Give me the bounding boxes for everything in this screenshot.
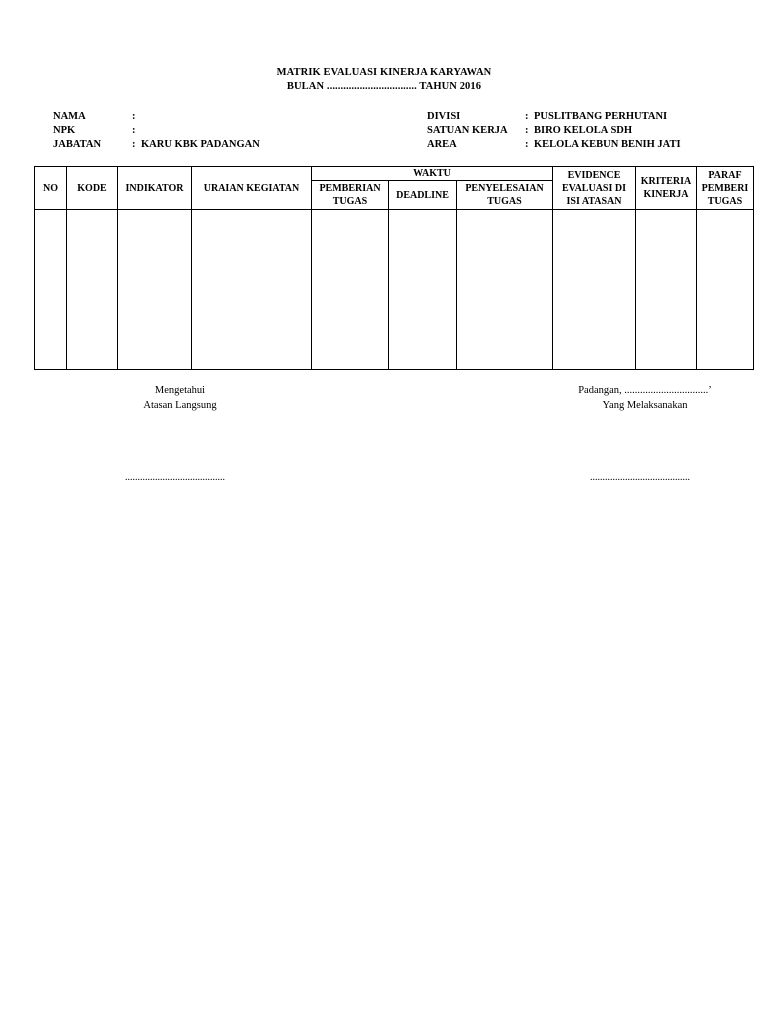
header-paraf-pemberi-tugas [697, 167, 754, 210]
header-line: KINERJA [643, 189, 689, 200]
header-deadline: DEADLINE [389, 181, 457, 210]
cell-kriteria-kinerja[interactable] [636, 210, 697, 370]
info-label: AREA [427, 139, 457, 150]
table-header-row [35, 167, 754, 181]
cell-evidence[interactable] [553, 210, 636, 370]
signature-line-supervisor: ........................................ [125, 472, 225, 483]
info-row-nama [53, 110, 373, 124]
signature-block-executor [560, 383, 730, 413]
header-line: TUGAS [707, 195, 743, 207]
info-row-area [427, 138, 747, 152]
cell-paraf[interactable] [697, 210, 754, 370]
info-label: SATUAN KERJA [427, 125, 508, 136]
header-line: EVIDENCE [567, 169, 621, 181]
info-value: BIRO KELOLA SDH [534, 125, 633, 136]
header-line: EVALUASI DI [561, 182, 626, 194]
header-uraian-kegiatan: URAIAN KEGIATAN [192, 167, 312, 210]
info-value: KARU KBK PADANGAN [141, 139, 260, 150]
cell-indikator[interactable] [118, 210, 192, 370]
cell-kode[interactable] [67, 210, 118, 370]
signature-caption: Mengetahui [154, 385, 206, 396]
header-waktu: WAKTU [312, 167, 553, 181]
cell-uraian-kegiatan[interactable] [192, 210, 312, 370]
info-label: DIVISI [427, 111, 461, 122]
info-colon: : [525, 139, 529, 150]
info-row-npk [53, 124, 373, 138]
info-colon: : [525, 111, 529, 122]
header-penyelesaian-tugas [457, 181, 553, 210]
info-row-satuan-kerja [427, 124, 747, 138]
evaluation-matrix-table [34, 166, 754, 370]
info-colon: : [132, 111, 136, 122]
document-title: MATRIK EVALUASI KINERJA KARYAWAN [276, 67, 492, 78]
info-value: PUSLITBANG PERHUTANI [534, 111, 668, 122]
header-line: TUGAS [332, 196, 368, 207]
header-pemberian-tugas [312, 181, 389, 210]
cell-no[interactable] [35, 210, 67, 370]
header-evidence [553, 167, 636, 210]
cell-pemberian-tugas[interactable] [312, 210, 389, 370]
header-line: PARAF [708, 169, 742, 181]
header-indikator: INDIKATOR [118, 167, 192, 210]
header-kriteria-kinerja [636, 167, 697, 210]
employee-info [53, 110, 373, 154]
signature-line-executor: ........................................ [590, 472, 690, 483]
signature-role: Atasan Langsung [143, 400, 217, 411]
info-row-jabatan [53, 138, 373, 152]
info-colon: : [525, 125, 529, 136]
header-line: PEMBERI [701, 182, 749, 194]
unit-info [427, 110, 747, 154]
info-label: NPK [53, 125, 76, 136]
cell-penyelesaian-tugas[interactable] [457, 210, 553, 370]
header-line: TUGAS [487, 196, 522, 207]
signature-role: Yang Melaksanakan [602, 400, 688, 411]
info-label: NAMA [53, 111, 86, 122]
header-line: PENYELESAIAN [465, 183, 544, 194]
info-label: JABATAN [53, 139, 102, 150]
info-colon: : [132, 125, 136, 136]
signature-block-supervisor [110, 383, 250, 413]
cell-deadline[interactable] [389, 210, 457, 370]
info-colon: : [132, 139, 136, 150]
header-line: PEMBERIAN [319, 183, 381, 194]
header-line: KRITERIA [640, 176, 692, 187]
table-row [35, 210, 754, 370]
info-value: KELOLA KEBUN BENIH JATI [534, 139, 681, 150]
signature-place-date: Padangan, ................................’ [578, 385, 712, 396]
header-kode: KODE [67, 167, 118, 210]
info-row-divisi [427, 110, 747, 124]
document-subtitle: BULAN ................................. TAHUN 2016 [286, 81, 482, 92]
header-no: NO [35, 167, 67, 210]
header-line: ISI ATASAN [566, 195, 622, 207]
